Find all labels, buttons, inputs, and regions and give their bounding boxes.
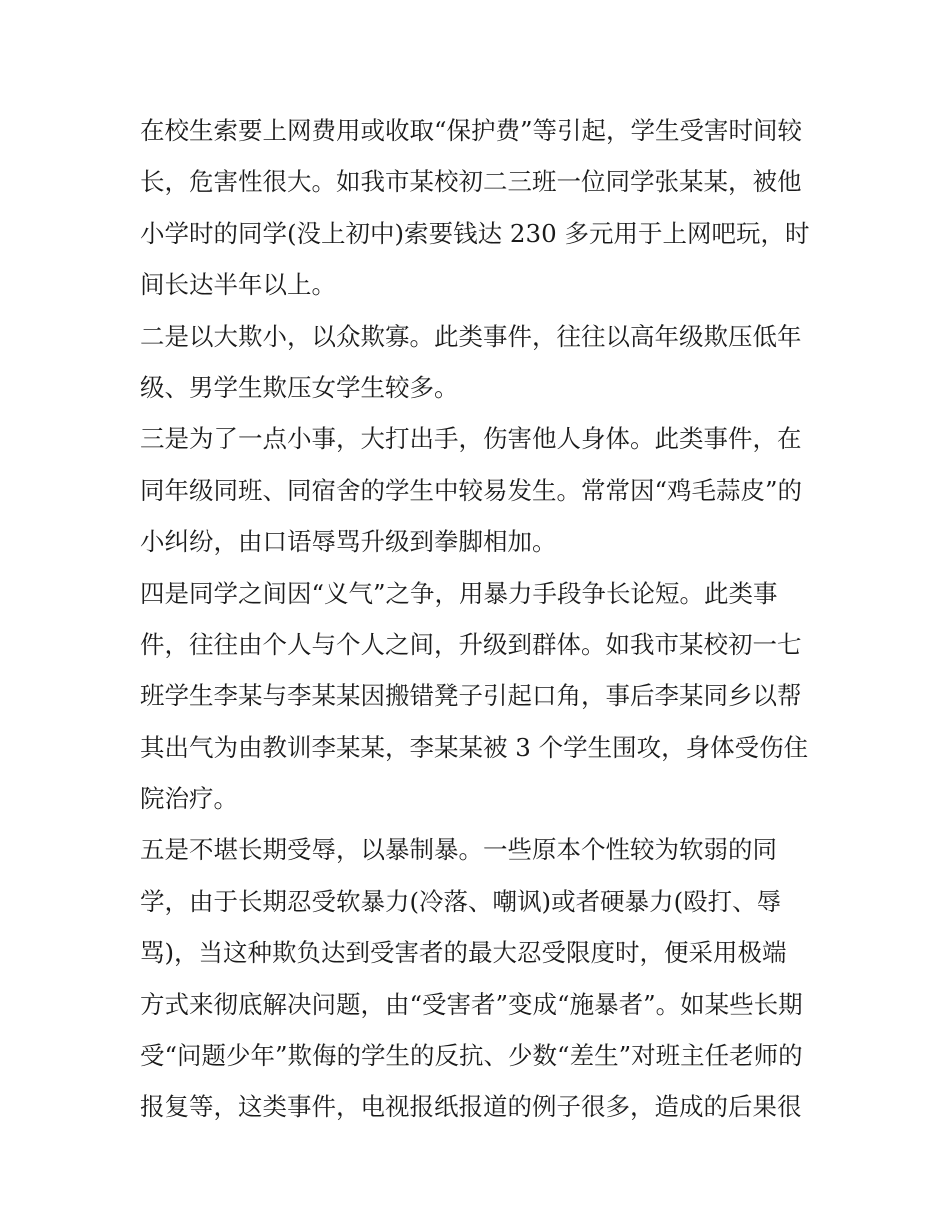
text-line: 在校生索要上网费用或收取“保护费”等引起，学生受害时间较: [140, 116, 803, 145]
text-line: 小纠纷，由口语辱骂升级到拳脚相加。: [140, 527, 557, 557]
document-body: [140, 105, 812, 1133]
paragraph-point-three: [140, 413, 812, 567]
text-line: 报复等，这类事件，电视报纸报道的例子很多，造成的后果很: [140, 1092, 802, 1122]
text-line: 四是同学之间因“义气”之争，用暴力手段争长论短。此类事: [140, 578, 778, 608]
text-line: 骂)，当这种欺负达到受害者的最大忍受限度时，便采用极端: [140, 938, 787, 968]
text-line: 同年级同班、同宿舍的学生中较易发生。常常因“鸡毛蒜皮”的: [140, 475, 803, 505]
text-line: 院治疗。: [140, 784, 238, 814]
text-line: 三是为了一点小事，大打出手，伤害他人身体。此类事件，在: [140, 424, 802, 454]
text-line: 级、男学生欺压女学生较多。: [140, 372, 459, 402]
paragraph-point-five: [140, 824, 812, 1132]
text-line: 二是以大欺小，以众欺寡。此类事件，往往以高年级欺压低年: [140, 321, 802, 351]
text-line: 小学时的同学(没上初中)索要钱达 230 多元用于上网吧玩，时: [140, 218, 810, 248]
text-line: 间长达半年以上。: [140, 270, 336, 300]
text-line: 学，由于长期忍受软暴力(冷落、嘲讽)或者硬暴力(殴打、辱: [140, 886, 782, 916]
text-line: 件，往往由个人与个人之间，升级到群体。如我市某校初一七: [140, 629, 802, 659]
text-line: 班学生李某与李某某因搬错凳子引起口角，事后李某同乡以帮: [140, 681, 802, 711]
text-line: 长，危害性很大。如我市某校初二三班一位同学张某某，被他: [140, 167, 802, 197]
text-line: 方式来彻底解决问题，由“受害者”变成“施暴者”。如某些长期: [140, 989, 803, 1019]
paragraph-continuation: [140, 105, 812, 311]
text-line: 其出气为由教训李某某，李某某被 3 个学生围攻，身体受伤住: [140, 732, 809, 762]
text-line: 五是不堪长期受辱，以暴制暴。一些原本个性较为软弱的同: [140, 835, 777, 865]
text-line: 受“问题少年”欺侮的学生的反抗、少数“差生”对班主任老师的: [140, 1041, 803, 1071]
paragraph-point-four: [140, 568, 812, 825]
paragraph-point-two: [140, 311, 812, 414]
